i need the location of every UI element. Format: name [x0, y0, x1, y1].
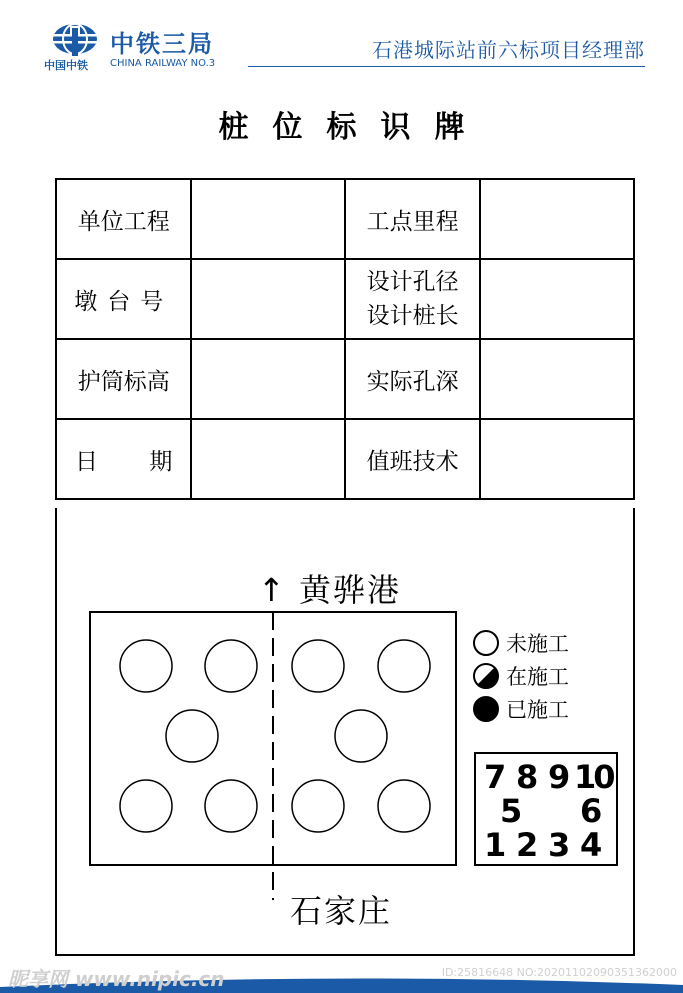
pile-number: 7	[484, 758, 507, 796]
page-title: 桩位标识牌	[218, 110, 489, 145]
company-sub-en: CHINA RAILWAY NO.3	[110, 58, 216, 69]
pile-2[interactable]	[205, 780, 257, 832]
company-name: 中铁三局	[110, 30, 214, 58]
label-date-a: 日	[75, 448, 98, 475]
label-unit-project: 单位工程	[56, 179, 191, 259]
company-sub-cn: 中国中铁	[44, 59, 88, 72]
legend	[472, 626, 569, 725]
label-design-diameter: 设计孔径	[366, 269, 459, 295]
filled-circle-icon	[472, 695, 500, 723]
pile-number: 4	[580, 826, 603, 864]
watermark-right: ID:25816648 NO:20201102090351362000	[441, 966, 677, 979]
legend-label-completed: 已施工	[506, 697, 569, 722]
pile-number: 8	[516, 758, 539, 796]
south-label: 石家庄	[290, 892, 393, 930]
empty-circle-icon	[472, 629, 500, 657]
pile-number: 2	[516, 826, 539, 864]
pile-6[interactable]	[335, 710, 387, 762]
pile-8[interactable]	[205, 640, 257, 692]
watermark-left: 昵享网 www.nipic.cn	[8, 967, 225, 991]
pile-number: 1	[484, 826, 507, 864]
pile-9[interactable]	[292, 640, 344, 692]
north-destination: 黄骅港	[298, 571, 401, 609]
north-arrow-icon: ↑	[258, 571, 299, 609]
project-name: 石港城际站前六标项目经理部	[372, 38, 645, 62]
legend-item	[472, 659, 569, 692]
legend-item	[472, 692, 569, 725]
half-circle-icon	[472, 662, 500, 690]
pile-number-key	[474, 752, 618, 866]
label-mileage: 工点里程	[345, 179, 480, 259]
label-actual-depth: 实际孔深	[345, 339, 480, 419]
pile-number: 10	[574, 758, 613, 796]
pile-7[interactable]	[120, 640, 172, 692]
label-casing-elevation: 护筒标高	[56, 339, 191, 419]
pile-4[interactable]	[378, 780, 430, 832]
legend-label-not-started: 未施工	[506, 631, 569, 656]
legend-label-in-progress: 在施工	[506, 664, 569, 689]
pile-1[interactable]	[120, 780, 172, 832]
label-design-length: 设计桩长	[366, 303, 459, 329]
label-duty-tech: 值班技术	[345, 419, 480, 499]
pile-number: 9	[548, 758, 571, 796]
pile-10[interactable]	[378, 640, 430, 692]
pile-number: 6	[580, 792, 603, 830]
label-date-b: 期	[149, 448, 173, 475]
pile-number: 5	[500, 792, 523, 830]
pile-number: 3	[548, 826, 571, 864]
legend-item	[472, 626, 569, 659]
pile-5[interactable]	[166, 710, 218, 762]
label-pier-number: 墩台号	[56, 259, 191, 339]
pile-3[interactable]	[292, 780, 344, 832]
